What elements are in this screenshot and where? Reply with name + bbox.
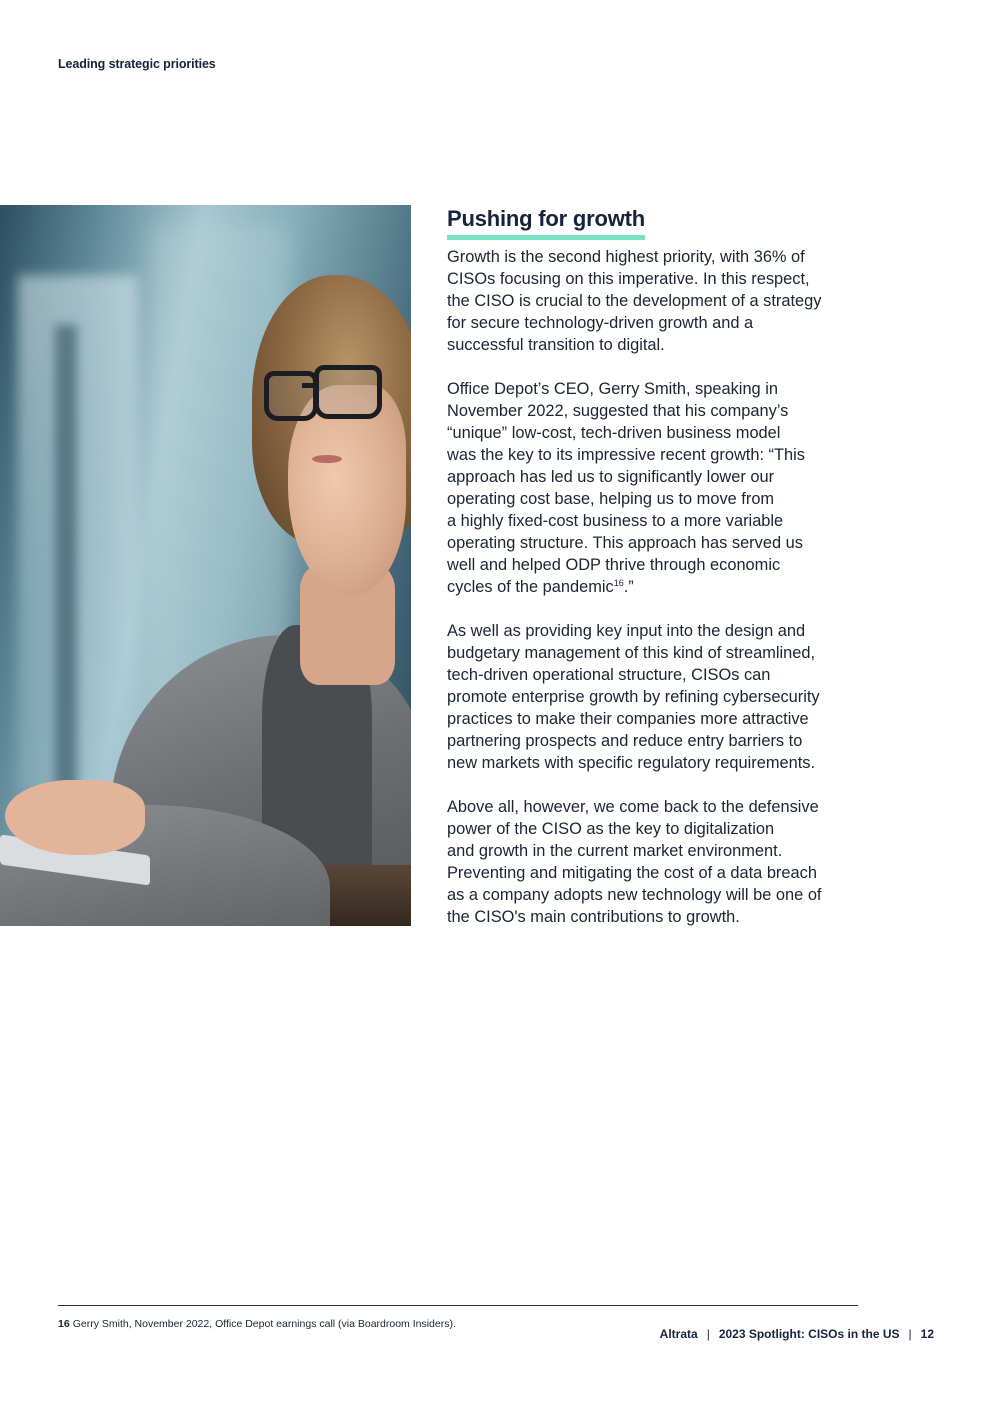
photo-glasses-lens-right (314, 365, 382, 419)
paragraph-1 (447, 246, 821, 356)
paragraph-line: As well as providing key input into the design and (447, 622, 806, 640)
paragraph-line: promote enterprise growth by refining cybersecurity (447, 688, 820, 706)
paragraph-line: new markets with specific regulatory requirements. (447, 754, 816, 772)
footnote-reference: 16 (613, 578, 624, 588)
page-footer (660, 1327, 934, 1341)
paragraph-line: tech-driven operational structure, CISOs can (447, 666, 771, 684)
paragraph-line: approach has led us to significantly lower our (447, 468, 775, 486)
footer-separator: | (706, 1327, 710, 1341)
paragraph-3 (447, 620, 820, 774)
paragraph-line: CISOs focusing on this imperative. In this respect, (447, 270, 810, 288)
paragraph-line: the CISO's main contributions to growth. (447, 908, 740, 926)
article (447, 205, 877, 926)
paragraph-4 (447, 796, 822, 928)
paragraph-line: and growth in the current market environment. (447, 842, 783, 860)
paragraph-2 (447, 378, 805, 598)
paragraph-line: Above all, however, we come back to the defensive (447, 798, 819, 816)
article-heading: Pushing for growth (447, 205, 645, 240)
footer-separator: | (908, 1327, 912, 1341)
paragraph-line: Preventing and mitigating the cost of a data breach (447, 864, 817, 882)
photo-hand (5, 780, 145, 855)
paragraph-line: for secure technology-driven growth and a (447, 314, 754, 332)
paragraph-line: partnering prospects and reduce entry barriers to (447, 732, 803, 750)
photo-glasses-bridge (302, 383, 318, 388)
paragraph-line: operating cost base, helping us to move from (447, 490, 775, 508)
paragraph-line: Office Depot’s CEO, Gerry Smith, speaking in (447, 380, 778, 398)
paragraph-line: power of the CISO as the key to digitalization (447, 820, 775, 838)
paragraph-line: as a company adopts new technology will be one of (447, 886, 822, 904)
paragraph-line: the CISO is crucial to the development of a strategy (447, 292, 822, 310)
paragraph-line: successful transition to digital. (447, 336, 665, 354)
paragraph-line: budgetary management of this kind of streamlined, (447, 644, 816, 662)
footnote-text: Gerry Smith, November 2022, Office Depot earnings call (via Boardroom Insiders). (72, 1318, 456, 1330)
footer-publication: 2023 Spotlight: CISOs in the US (718, 1327, 900, 1341)
footnote (58, 1318, 456, 1330)
paragraph-line: “unique” low-cost, tech-driven business model (447, 424, 781, 442)
paragraph-line-with-footnote (447, 576, 805, 598)
paragraph-line: well and helped ODP thrive through economic (447, 556, 781, 574)
paragraph-line: was the key to its impressive recent growth: “This (447, 446, 805, 464)
photo-background-window (18, 275, 138, 795)
paragraph-line: practices to make their companies more attractive (447, 710, 809, 728)
paragraph-line-text: cycles of the pandemic (447, 578, 614, 596)
paragraph-line: November 2022, suggested that his company’s (447, 402, 789, 420)
photo-glasses-lens-left (264, 371, 318, 421)
paragraph-line: Growth is the second highest priority, with 36% of (447, 248, 805, 266)
closing-quote: .” (623, 578, 634, 596)
footnote-number: 16 (58, 1318, 70, 1330)
paragraph-line: operating structure. This approach has served us (447, 534, 803, 552)
paragraph-line: a highly fixed-cost business to a more variable (447, 512, 784, 530)
section-header: Leading strategic priorities (58, 57, 216, 71)
photo-woman-at-keyboard (0, 205, 411, 926)
footer-brand: Altrata (659, 1327, 698, 1341)
photo-mouth (312, 455, 342, 463)
page-number: 12 (920, 1327, 934, 1341)
footnote-divider (58, 1305, 858, 1306)
